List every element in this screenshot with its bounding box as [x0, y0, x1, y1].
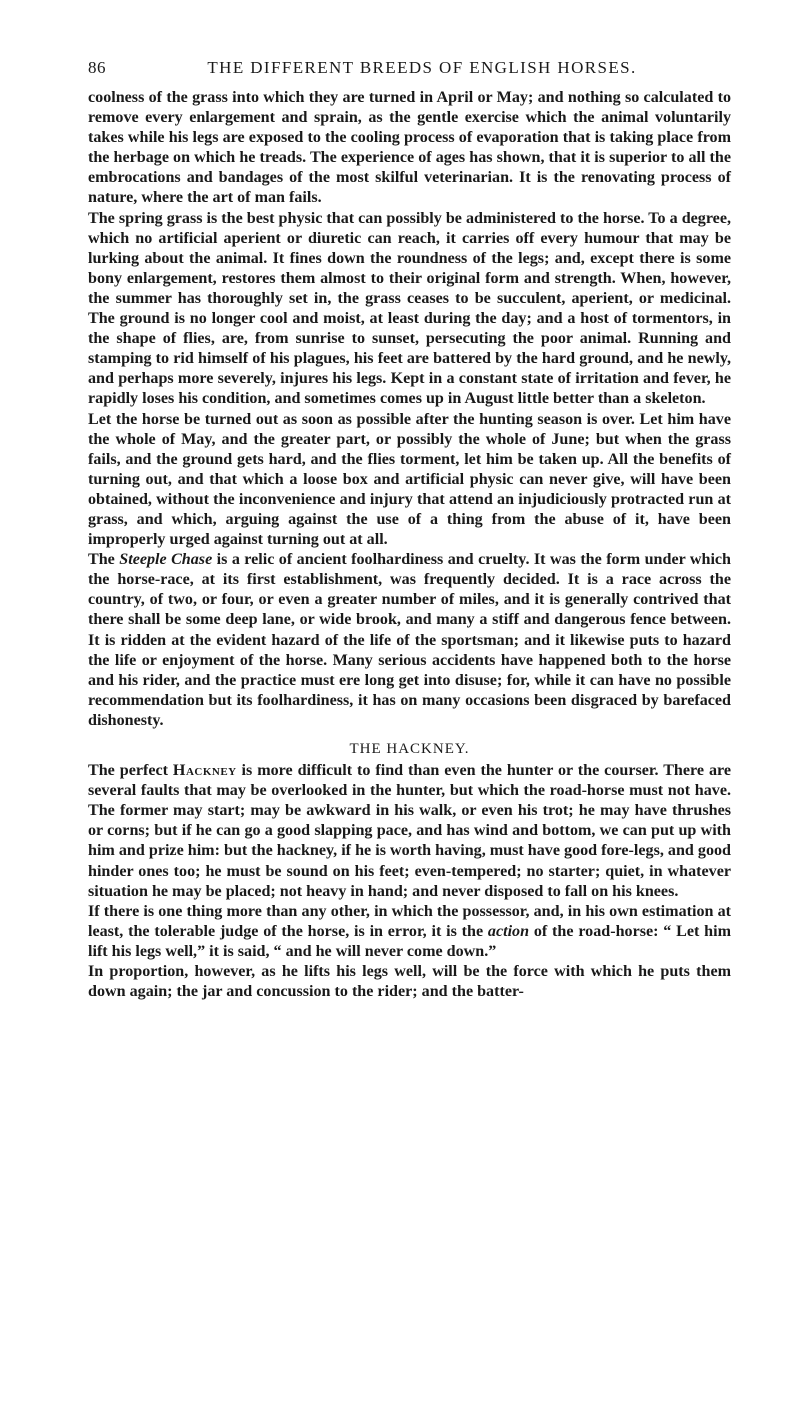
section-heading: THE HACKNEY.: [349, 741, 470, 757]
body-text: [88, 88, 731, 1002]
paragraph-4-rest: is a relic of ancient foolhardiness and cruelty. It was the form under which the horse-race, at its first establishment, was frequently decided. It is a race across the country, of two, or four, or even a greater number of miles, and it is generally contrived that there shall be some deep lane, or wide brook, and many a stiff and dangerous fence between. It is ridden at the evident hazard of the life of the sportsman; and it likewise puts to hazard the life or enjoyment of the horse. Many serious accidents have happened both to the horse and his rider, and the practice must ere long get into disuse; for, while it can have no possible recommendation but its foolhardiness, it has on many occasions been disgraced by barefaced dishonesty.: [88, 551, 732, 729]
paragraph-7: In proportion, however, as he lifts his legs well, will be the force with which he puts them down again; the jar and concussion to the rider; and the batter-: [88, 963, 731, 1001]
paragraph-3: Let the horse be turned out as soon as possible after the hunting season is over. Let him have the whole of May, and the greater part, or possibly the whole of June; but when the grass fails, and the ground gets hard, and the flies torment, let him be taken up. All the benefits of turning out, and that which a loose box and artificial physic can never give, will have been obtained, without the inconvenience and injury that attend an injudiciously protracted run at grass, and which, arguing against the use of a thing from the abuse of it, have been improperly urged against turning out at all.: [88, 410, 731, 549]
paragraph-4-lead: The: [88, 551, 120, 569]
paragraph-5: [88, 761, 731, 902]
paragraph-1: coolness of the grass into which they are turned in April or May; and nothing so calculated to remove every enlargement and sprain, as the gentle exercise which the animal voluntarily takes while his legs are exposed to the cooling process of evaporation that is taking place from the herbage on which he treads. The experience of ages has shown, that it is superior to all the embrocations and bandages of the most skilful veterinarian. It is the renovating process of nature, where the art of man fails.: [88, 89, 731, 207]
running-head: THE DIFFERENT BREEDS OF ENGLISH HORSES.: [207, 58, 637, 77]
paragraph-6-rest: of the road-horse: “ Let him lift his legs well,” it is said, “ and he will never come down.”: [88, 922, 731, 960]
paragraph-6-lead: If there is one thing more than any other, in which the possessor, and, in his own estimation at least, the tolerable judge of the horse, is in error, it is the: [88, 902, 731, 940]
paragraph-2: The spring grass is the best physic that can possibly be administered to the horse. To a degree, which no artificial aperient or diuretic can reach, it carries off every humour that may be lurking about the animal. It fines down the roundness of the legs; and, except there is some bony enlargement, restores them almost to their original form and strength. When, however, the summer has thoroughly set in, the grass ceases to be succulent, aperient, or medicinal. The ground is no longer cool and moist, at least during the day; and a host of tormentors, in the shape of flies, are, from sunrise to sunset, persecuting the poor animal. Running and stamping to rid himself of his plagues, his feet are battered by the hard ground, and he newly, and perhaps more severely, injures his legs. Kept in a constant state of irritation and fever, he rapidly loses his condition, and sometimes comes up in August little better than a skeleton.: [88, 209, 731, 408]
paragraph-5-lead: The perfect: [88, 762, 173, 780]
paragraph-4: [88, 550, 731, 731]
paragraph-5-rest: is more difficult to find than even the hunter or the courser. There are several faults that may be overlooked in the hunter, but which the road-horse must not have. The former may start; may be awkward in his walk, or even his trot; he may have thrushes or corns; but if he can go a good slapping pace, and has wind and bottom, we can put up with him and prize him: but the hackney, if he is worth having, must have good fore-legs, and good hinder ones too; he must be sound on his feet; even-tempered; no starter; quiet, in whatever situation he may be placed; not heavy in hand; and never disposed to fall on his knees.: [88, 762, 731, 900]
page-header: [88, 58, 728, 82]
page-number: 86: [88, 58, 106, 77]
paragraph-6: [88, 902, 731, 962]
action-term: action: [487, 922, 530, 940]
steeple-chase-term: Steeple Chase: [119, 551, 213, 569]
hackney-term: Hackney: [172, 762, 237, 780]
